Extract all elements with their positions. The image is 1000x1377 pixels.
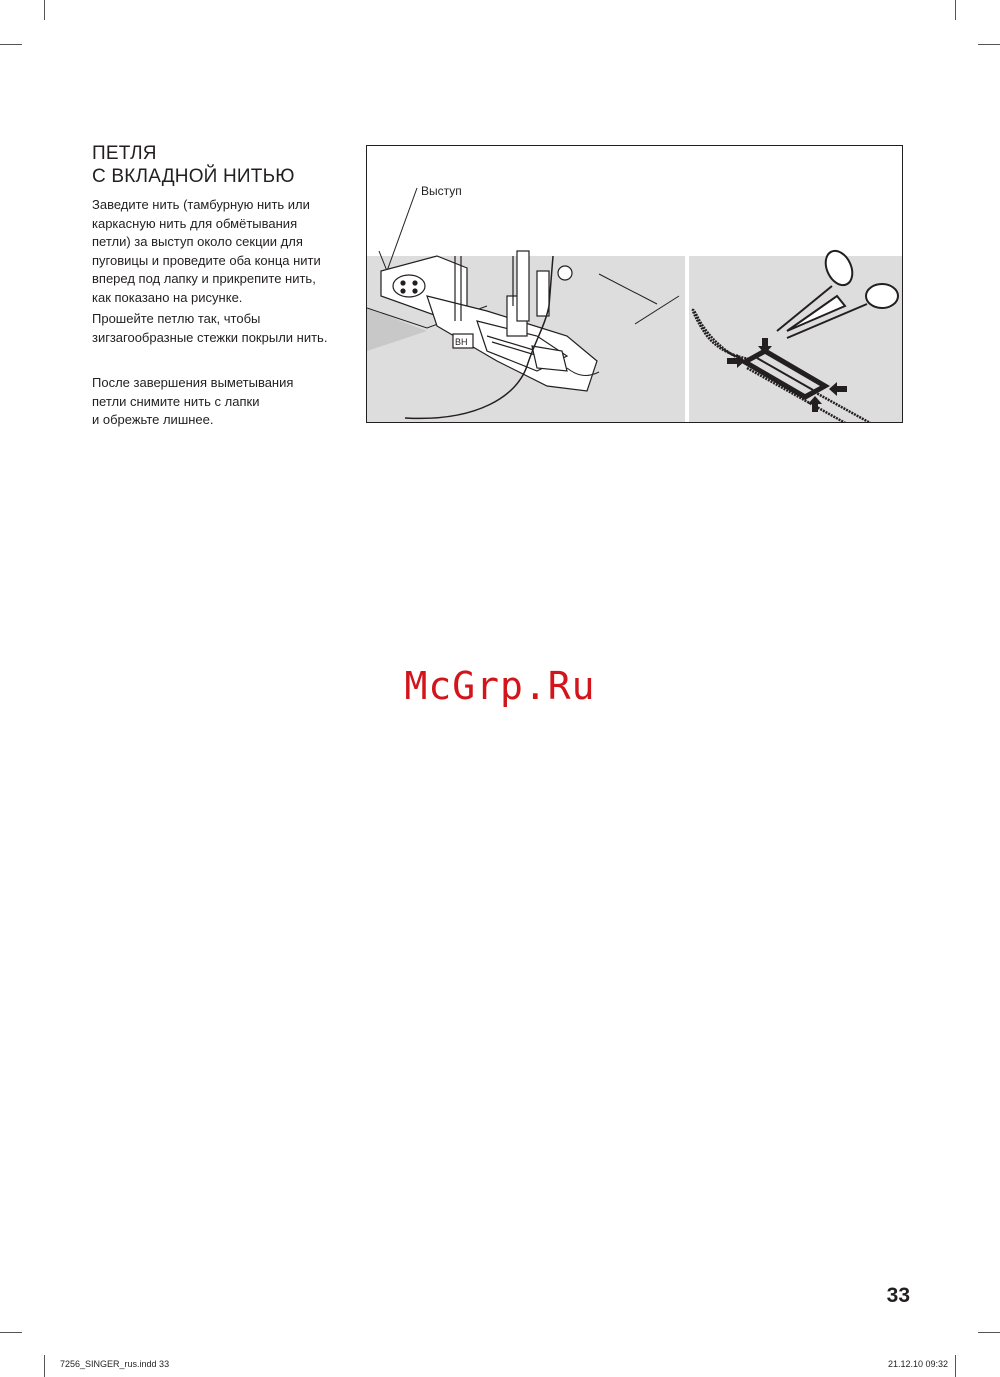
- fabric-area-right: [689, 256, 903, 423]
- instruction-paragraph: [92, 310, 352, 347]
- slug-file: 7256_SINGER_rus.indd 33: [60, 1359, 170, 1369]
- text-line: каркасную нить для обмётывания: [92, 215, 298, 231]
- crop-mark: [44, 1355, 45, 1377]
- crop-mark: [955, 0, 956, 20]
- heading-line: С ВКЛАДНОЙ НИТЬЮ: [92, 166, 295, 187]
- crop-mark: [978, 44, 1000, 45]
- illustration-frame: [366, 145, 903, 423]
- crop-mark: [44, 0, 45, 20]
- instruction-paragraph: [92, 374, 352, 430]
- text-line: петли) за выступ около секции для: [92, 234, 303, 249]
- crop-mark: [955, 1355, 956, 1377]
- watermark: McGrp.Ru: [404, 664, 596, 708]
- crop-mark: [0, 44, 22, 45]
- text-line: пуговицы и проведите оба конца нити: [92, 252, 321, 268]
- crop-mark: [978, 1332, 1000, 1333]
- foot-mark-label: BH: [455, 337, 468, 347]
- text-line: После завершения выметывания: [92, 375, 294, 390]
- text-line: как показано на рисунке.: [92, 289, 243, 305]
- protrusion-label: Выступ: [421, 184, 462, 198]
- text-line: и обрежьте лишнее.: [92, 412, 214, 427]
- text-line: зигзагообразные стежки покрыли нить.: [92, 329, 328, 345]
- text-line: Заведите нить (тамбурную нить или: [92, 197, 310, 212]
- instruction-paragraph: [92, 196, 352, 307]
- heading-line: ПЕТЛЯ: [92, 143, 157, 164]
- text-line: Прошейте петлю так, чтобы: [92, 311, 261, 326]
- text-line: петли снимите нить с лапки: [92, 393, 260, 409]
- text-line: вперед под лапку и прикрепите нить,: [92, 271, 316, 286]
- slug-date: 21.12.10 09:32: [887, 1359, 948, 1369]
- crop-mark: [0, 1332, 22, 1333]
- page-number: 33: [886, 1284, 910, 1307]
- section-heading: [92, 142, 295, 188]
